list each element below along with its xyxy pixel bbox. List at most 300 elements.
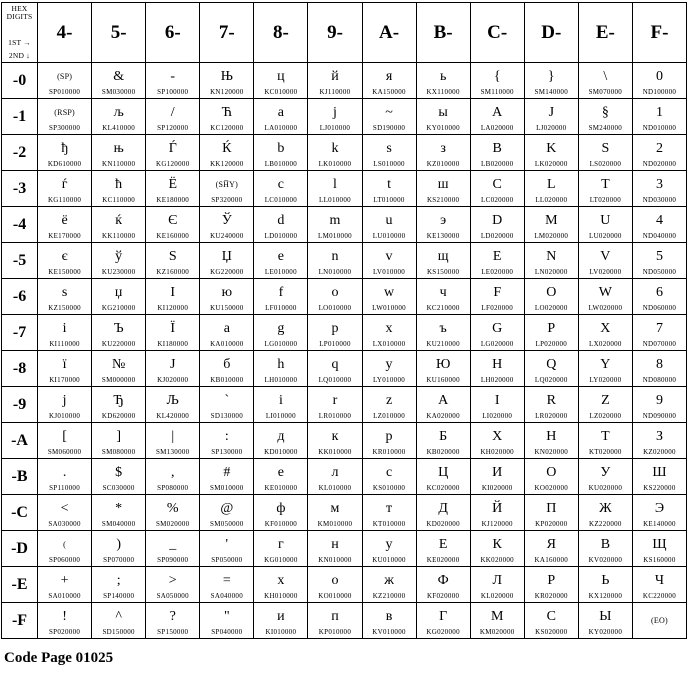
cell-gcgid: ND070000 <box>642 339 677 348</box>
cell-gcgid: LI020000 <box>482 411 513 420</box>
table-cell <box>254 171 308 207</box>
column-header-row <box>2 3 687 63</box>
cell-gcgid: KG010000 <box>264 555 298 564</box>
cell-glyph: h <box>277 356 285 372</box>
cell-glyph: 1 <box>655 104 663 120</box>
cell-glyph: | <box>171 428 175 444</box>
column-header: 7- <box>200 3 254 63</box>
cell-glyph: њ <box>113 140 124 156</box>
cell-gcgid: LS010000 <box>373 159 405 168</box>
cell-gcgid: ND040000 <box>642 231 677 240</box>
table-cell <box>38 603 92 639</box>
table-cell <box>362 279 416 315</box>
cell-glyph: b <box>277 140 285 156</box>
table-cell <box>146 495 200 531</box>
cell-gcgid: KD020000 <box>426 519 460 528</box>
cell-gcgid: SM110000 <box>480 87 514 96</box>
cell-gcgid: LN010000 <box>318 267 352 276</box>
table-cell <box>200 99 254 135</box>
table-cell <box>470 63 524 99</box>
cell-gcgid: SP010000 <box>48 87 81 96</box>
cell-gcgid: SD130000 <box>210 411 243 420</box>
table-cell <box>92 351 146 387</box>
cell-gcgid: KC110000 <box>102 195 136 204</box>
cell-gcgid: SP130000 <box>211 447 243 456</box>
row-header: -F <box>2 603 38 639</box>
table-cell <box>632 243 686 279</box>
table-cell <box>632 99 686 135</box>
cell-gcgid: LB010000 <box>264 159 298 168</box>
column-header: A- <box>362 3 416 63</box>
cell-glyph: ф <box>276 500 286 516</box>
table-cell <box>524 423 578 459</box>
cell-glyph: W <box>598 284 612 300</box>
table-cell <box>470 279 524 315</box>
cell-gcgid: KI010000 <box>265 627 297 636</box>
table-cell <box>200 135 254 171</box>
cell-gcgid: KY020000 <box>588 627 623 636</box>
cell-glyph: z <box>385 392 393 408</box>
cell-glyph: q <box>331 356 339 372</box>
cell-gcgid: KN020000 <box>534 447 569 456</box>
row-header: -4 <box>2 207 38 243</box>
cell-gcgid: KV010000 <box>372 627 406 636</box>
table-cell <box>416 207 470 243</box>
cell-gcgid: KP020000 <box>535 519 568 528</box>
cell-glyph: N <box>546 248 557 264</box>
table-cell <box>92 243 146 279</box>
cell-gcgid: LC020000 <box>481 195 514 204</box>
cell-gcgid: KI110000 <box>49 339 80 348</box>
table-cell <box>38 171 92 207</box>
table-cell <box>578 99 632 135</box>
cell-gcgid: SM130000 <box>155 447 190 456</box>
cell-gcgid: KN010000 <box>318 555 352 564</box>
table-cell <box>362 459 416 495</box>
cell-gcgid: LM020000 <box>534 231 569 240</box>
table-row <box>2 99 687 135</box>
cell-gcgid: ND030000 <box>642 195 677 204</box>
table-cell <box>632 459 686 495</box>
table-cell <box>146 135 200 171</box>
cell-gcgid: KI020000 <box>481 483 513 492</box>
table-cell <box>470 351 524 387</box>
table-cell <box>200 207 254 243</box>
cell-gcgid: LC010000 <box>264 195 298 204</box>
table-cell <box>254 279 308 315</box>
cell-glyph: й <box>331 68 339 84</box>
table-cell <box>146 99 200 135</box>
cell-glyph: E <box>492 248 502 264</box>
cell-gcgid: LE020000 <box>481 267 514 276</box>
cell-gcgid: KC010000 <box>264 87 298 96</box>
cell-gcgid: LA020000 <box>480 123 514 132</box>
table-cell <box>632 279 686 315</box>
cell-glyph: 6 <box>655 284 663 300</box>
table-cell <box>200 603 254 639</box>
cell-gcgid: KH020000 <box>480 447 514 456</box>
cell-gcgid: KE020000 <box>426 555 460 564</box>
cell-glyph: § <box>601 104 609 120</box>
cell-gcgid: KL010000 <box>318 483 352 492</box>
cell-glyph: U <box>600 212 611 228</box>
cell-gcgid: LT020000 <box>589 195 622 204</box>
table-cell <box>38 243 92 279</box>
cell-gcgid: KZ020000 <box>643 447 676 456</box>
table-cell <box>524 459 578 495</box>
cell-gcgid: KL020000 <box>480 591 514 600</box>
cell-gcgid: ND020000 <box>642 159 677 168</box>
table-cell <box>38 351 92 387</box>
column-header: C- <box>470 3 524 63</box>
table-cell <box>416 423 470 459</box>
table-row <box>2 531 687 567</box>
table-cell <box>470 207 524 243</box>
table-cell <box>470 171 524 207</box>
table-cell <box>362 63 416 99</box>
cell-glyph: ј <box>62 392 67 408</box>
table-cell <box>578 351 632 387</box>
table-cell <box>524 387 578 423</box>
column-header: 4- <box>38 3 92 63</box>
cell-gcgid: SM050000 <box>210 519 244 528</box>
table-cell <box>254 459 308 495</box>
cell-glyph: ь <box>439 68 447 84</box>
cell-glyph: Ш <box>652 464 667 480</box>
table-cell <box>92 171 146 207</box>
cell-glyph: n <box>331 248 339 264</box>
table-cell <box>254 495 308 531</box>
cell-glyph: H <box>492 356 503 372</box>
table-cell <box>146 351 200 387</box>
cell-gcgid: SP100000 <box>157 87 189 96</box>
table-cell <box>254 351 308 387</box>
table-cell <box>308 531 362 567</box>
cell-gcgid: KR020000 <box>534 591 568 600</box>
cell-glyph: { <box>493 68 501 84</box>
table-cell <box>254 423 308 459</box>
cell-gcgid: SM030000 <box>101 87 136 96</box>
cell-gcgid: KG110000 <box>47 195 82 204</box>
table-cell <box>308 459 362 495</box>
cell-gcgid: SP110000 <box>49 483 81 492</box>
cell-glyph: Ы <box>599 608 612 624</box>
column-header: 8- <box>254 3 308 63</box>
cell-glyph: Y <box>600 356 611 372</box>
cell-gcgid: KI180000 <box>157 339 189 348</box>
cell-glyph: х <box>277 572 285 588</box>
table-cell <box>146 459 200 495</box>
table-cell <box>308 63 362 99</box>
table-row <box>2 243 687 279</box>
table-cell <box>254 135 308 171</box>
table-cell <box>200 495 254 531</box>
table-cell <box>470 387 524 423</box>
cell-glyph: Ь <box>601 572 610 588</box>
cell-gcgid: KP010000 <box>318 627 352 636</box>
cell-glyph: p <box>331 320 339 336</box>
table-cell <box>470 99 524 135</box>
cell-glyph: D <box>492 212 503 228</box>
table-cell <box>38 387 92 423</box>
cell-glyph: (RSP) <box>54 107 75 117</box>
cell-gcgid: KG210000 <box>101 303 136 312</box>
cell-glyph: ? <box>169 608 176 624</box>
cell-glyph: j <box>333 104 337 120</box>
cell-gcgid: KS150000 <box>426 267 460 276</box>
table-cell <box>416 495 470 531</box>
cell-gcgid: SA030000 <box>48 519 81 528</box>
cell-glyph: \ <box>603 68 608 84</box>
cell-glyph: 8 <box>655 356 663 372</box>
cell-glyph: S <box>601 140 610 156</box>
legend-first-arrow: 1ST → <box>8 38 31 48</box>
cell-glyph: ё <box>61 212 68 228</box>
cell-glyph: l <box>333 176 337 192</box>
cell-glyph: Љ <box>166 392 179 408</box>
cell-glyph: ћ <box>115 176 123 192</box>
table-cell <box>416 459 470 495</box>
row-header: -2 <box>2 135 38 171</box>
cell-glyph: щ <box>437 248 449 264</box>
cell-gcgid: KA020000 <box>426 411 460 420</box>
table-cell <box>38 495 92 531</box>
cell-glyph: o <box>331 284 339 300</box>
cell-gcgid: KO020000 <box>534 483 569 492</box>
cell-gcgid: LQ010000 <box>318 375 352 384</box>
table-cell <box>92 207 146 243</box>
table-cell <box>524 279 578 315</box>
cell-glyph: я <box>385 68 393 84</box>
cell-glyph: є <box>61 248 68 264</box>
cell-gcgid: KZ210000 <box>372 591 406 600</box>
table-cell <box>470 567 524 603</box>
cell-glyph: 5 <box>655 248 663 264</box>
cell-gcgid: LS020000 <box>589 159 622 168</box>
cell-glyph: , <box>170 464 175 480</box>
table-cell <box>578 279 632 315</box>
cell-gcgid: LV010000 <box>373 267 406 276</box>
table-cell <box>200 171 254 207</box>
table-cell <box>254 315 308 351</box>
cell-gcgid: LX010000 <box>372 339 406 348</box>
cell-glyph: А <box>438 392 449 408</box>
cell-gcgid: KB020000 <box>426 447 460 456</box>
cell-glyph: t <box>387 176 391 192</box>
cell-gcgid: KA150000 <box>372 87 406 96</box>
table-cell <box>200 387 254 423</box>
table-cell <box>92 531 146 567</box>
cell-glyph: 0 <box>655 68 663 84</box>
table-cell <box>200 315 254 351</box>
table-cell <box>578 315 632 351</box>
table-cell <box>254 99 308 135</box>
cell-glyph: Q <box>546 356 557 372</box>
cell-gcgid: SM080000 <box>101 447 136 456</box>
cell-glyph: љ <box>113 104 124 120</box>
table-cell <box>416 351 470 387</box>
table-cell <box>254 603 308 639</box>
cell-glyph: (SP) <box>57 71 73 81</box>
table-cell <box>362 243 416 279</box>
cell-gcgid: KF010000 <box>264 519 298 528</box>
table-cell <box>146 387 200 423</box>
cell-gcgid: KC120000 <box>210 123 244 132</box>
cell-gcgid: LA010000 <box>264 123 298 132</box>
cell-glyph: P <box>547 320 556 336</box>
cell-glyph: Ѕ <box>168 248 177 264</box>
cell-glyph: c <box>277 176 284 192</box>
cell-gcgid: SD150000 <box>102 627 135 636</box>
table-cell <box>632 171 686 207</box>
cell-gcgid: KE150000 <box>48 267 81 276</box>
cell-glyph: J <box>548 104 555 120</box>
cell-gcgid: LI010000 <box>265 411 296 420</box>
cell-gcgid: KL410000 <box>102 123 136 132</box>
row-header: -1 <box>2 99 38 135</box>
cell-gcgid: SP060000 <box>48 555 81 564</box>
cell-glyph: B <box>492 140 502 156</box>
table-cell <box>416 567 470 603</box>
cell-gcgid: KF020000 <box>426 591 460 600</box>
table-cell <box>524 531 578 567</box>
cell-gcgid: LR020000 <box>535 411 568 420</box>
table-cell <box>632 315 686 351</box>
cell-glyph: < <box>60 500 69 516</box>
table-cell <box>524 243 578 279</box>
cell-gcgid: LG020000 <box>480 339 514 348</box>
cell-gcgid: KJ120000 <box>481 519 513 528</box>
cell-glyph: в <box>385 608 393 624</box>
cell-gcgid: KG120000 <box>155 159 190 168</box>
cell-glyph: ў <box>115 248 123 264</box>
table-cell <box>416 135 470 171</box>
table-cell <box>92 603 146 639</box>
cell-gcgid: SP080000 <box>157 483 189 492</box>
table-cell <box>578 567 632 603</box>
table-cell <box>578 531 632 567</box>
cell-gcgid: KY010000 <box>426 123 460 132</box>
table-cell <box>632 351 686 387</box>
cell-gcgid: KG220000 <box>210 267 244 276</box>
cell-glyph: С <box>546 608 556 624</box>
table-cell <box>470 423 524 459</box>
cell-gcgid: LV020000 <box>589 267 622 276</box>
cell-glyph: Е <box>438 536 448 552</box>
cell-gcgid: SM010000 <box>210 483 244 492</box>
cell-gcgid: LO020000 <box>534 303 568 312</box>
cell-gcgid: SA040000 <box>210 591 243 600</box>
hex-digits-legend <box>2 4 37 62</box>
cell-gcgid: KK020000 <box>480 555 514 564</box>
cell-gcgid: KC210000 <box>426 303 460 312</box>
table-row <box>2 279 687 315</box>
cell-gcgid: ND050000 <box>642 267 677 276</box>
row-header: -7 <box>2 315 38 351</box>
table-cell <box>38 567 92 603</box>
table-cell <box>92 387 146 423</box>
cell-gcgid: LD010000 <box>264 231 298 240</box>
table-cell <box>362 207 416 243</box>
table-cell <box>578 63 632 99</box>
cell-glyph: о <box>331 572 339 588</box>
cell-glyph: Ѓ <box>168 140 177 156</box>
cell-glyph: @ <box>220 500 234 516</box>
cell-glyph: д <box>277 428 285 444</box>
table-row <box>2 567 687 603</box>
table-cell <box>524 351 578 387</box>
table-cell <box>578 423 632 459</box>
cell-glyph: ! <box>62 608 67 624</box>
cell-glyph: у <box>385 536 393 552</box>
table-cell <box>200 351 254 387</box>
cell-gcgid: KU150000 <box>210 303 244 312</box>
cell-gcgid: KS210000 <box>426 195 460 204</box>
table-cell <box>470 315 524 351</box>
cell-glyph: т <box>385 500 393 516</box>
cell-glyph: R <box>546 392 556 408</box>
cell-glyph: y <box>385 356 393 372</box>
cell-glyph: i <box>278 392 283 408</box>
cell-gcgid: ND080000 <box>642 375 677 384</box>
cell-glyph: G <box>492 320 503 336</box>
cell-glyph: З <box>655 428 663 444</box>
cell-gcgid: LK010000 <box>318 159 352 168</box>
cell-gcgid: KX110000 <box>426 87 460 96</box>
table-cell <box>146 315 200 351</box>
cell-gcgid: SP090000 <box>157 555 189 564</box>
cell-gcgid: KL420000 <box>156 411 190 420</box>
cell-glyph: 9 <box>655 392 663 408</box>
cell-gcgid: KE160000 <box>156 231 190 240</box>
table-cell <box>200 279 254 315</box>
corner-header <box>2 3 38 63</box>
cell-gcgid: LH010000 <box>264 375 298 384</box>
cell-gcgid: LG010000 <box>264 339 298 348</box>
cell-glyph: Щ <box>652 536 667 552</box>
table-cell <box>632 63 686 99</box>
cell-gcgid: KE170000 <box>48 231 81 240</box>
table-cell <box>92 63 146 99</box>
cell-glyph: " <box>223 608 230 624</box>
cell-glyph: 2 <box>655 140 663 156</box>
table-cell <box>416 171 470 207</box>
cell-glyph: > <box>168 572 177 588</box>
cell-gcgid: SC030000 <box>102 483 135 492</box>
table-row <box>2 459 687 495</box>
cell-glyph: џ <box>114 284 123 300</box>
cell-glyph: Њ <box>220 68 233 84</box>
cell-glyph: / <box>170 104 175 120</box>
table-cell <box>146 279 200 315</box>
table-cell <box>254 567 308 603</box>
table-cell <box>632 135 686 171</box>
table-cell <box>524 135 578 171</box>
cell-glyph: Ц <box>438 464 449 480</box>
table-cell <box>578 495 632 531</box>
cell-gcgid: LL020000 <box>535 195 568 204</box>
cell-glyph: ж <box>384 572 394 588</box>
cell-gcgid: KN110000 <box>102 159 136 168</box>
table-cell <box>200 423 254 459</box>
cell-gcgid: KI170000 <box>49 375 80 384</box>
cell-gcgid: LY020000 <box>589 375 622 384</box>
cell-gcgid: KK120000 <box>210 159 244 168</box>
cell-glyph: ц <box>277 68 285 84</box>
cell-glyph: р <box>385 428 393 444</box>
column-header: E- <box>578 3 632 63</box>
table-cell <box>524 603 578 639</box>
